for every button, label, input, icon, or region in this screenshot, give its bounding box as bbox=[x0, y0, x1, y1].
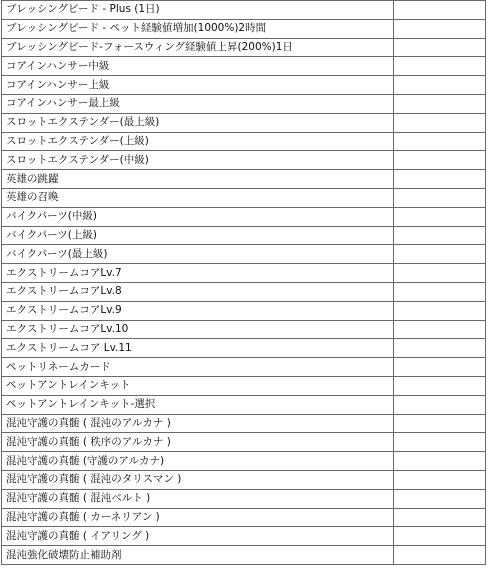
item-extra-cell[interactable] bbox=[394, 151, 486, 170]
item-name-cell[interactable]: 混沌守護の真髄 ( 混沌のタリスマン ) bbox=[2, 470, 394, 489]
item-extra-cell[interactable] bbox=[394, 489, 486, 508]
item-extra-cell[interactable] bbox=[394, 546, 486, 565]
item-name-cell[interactable]: エクストリームコア Lv.11 bbox=[2, 339, 394, 358]
table-row bbox=[2, 38, 486, 57]
item-name-cell[interactable]: スロットエクステンダー(中級) bbox=[2, 151, 394, 170]
item-name-cell[interactable]: スロットエクステンダー(最上級) bbox=[2, 113, 394, 132]
table-row bbox=[2, 170, 486, 189]
item-extra-cell[interactable] bbox=[394, 188, 486, 207]
item-extra-cell[interactable] bbox=[394, 76, 486, 95]
table-row bbox=[2, 320, 486, 339]
item-name-cell[interactable]: エクストリームコアLv.10 bbox=[2, 320, 394, 339]
item-name-cell[interactable]: ペットリネームカード bbox=[2, 358, 394, 377]
item-extra-cell[interactable] bbox=[394, 414, 486, 433]
table-row bbox=[2, 151, 486, 170]
item-name-cell[interactable]: バイクパーツ(最上級) bbox=[2, 245, 394, 264]
item-extra-cell[interactable] bbox=[394, 470, 486, 489]
item-extra-cell[interactable] bbox=[394, 94, 486, 113]
item-table bbox=[1, 0, 486, 565]
table-row bbox=[2, 527, 486, 546]
table-row bbox=[2, 452, 486, 471]
table-row bbox=[2, 414, 486, 433]
table-row bbox=[2, 76, 486, 95]
item-name-cell[interactable]: 混沌守護の真髄 ( 混沌ベルト ) bbox=[2, 489, 394, 508]
item-extra-cell[interactable] bbox=[394, 395, 486, 414]
item-name-cell[interactable]: ペットアントレインキット bbox=[2, 376, 394, 395]
item-extra-cell[interactable] bbox=[394, 320, 486, 339]
item-extra-cell[interactable] bbox=[394, 376, 486, 395]
item-name-cell[interactable]: エクストリームコアLv.7 bbox=[2, 264, 394, 283]
table-row bbox=[2, 508, 486, 527]
item-extra-cell[interactable] bbox=[394, 527, 486, 546]
item-extra-cell[interactable] bbox=[394, 339, 486, 358]
item-name-cell[interactable]: ペットアントレインキット-選択 bbox=[2, 395, 394, 414]
table-row bbox=[2, 57, 486, 76]
item-extra-cell[interactable] bbox=[394, 433, 486, 452]
item-name-cell[interactable]: 英雄の跳躍 bbox=[2, 170, 394, 189]
item-extra-cell[interactable] bbox=[394, 245, 486, 264]
table-row bbox=[2, 132, 486, 151]
table-row bbox=[2, 226, 486, 245]
item-extra-cell[interactable] bbox=[394, 226, 486, 245]
item-extra-cell[interactable] bbox=[394, 19, 486, 38]
item-name-cell[interactable]: 混沌守護の真髄 ( 混沌のアルカナ ) bbox=[2, 414, 394, 433]
item-name-cell[interactable]: バイクパーツ(上級) bbox=[2, 226, 394, 245]
table-row bbox=[2, 94, 486, 113]
table-row bbox=[2, 339, 486, 358]
item-name-cell[interactable]: ブレッシングビード - ペット経験値増加(1000%)2時間 bbox=[2, 19, 394, 38]
item-extra-cell[interactable] bbox=[394, 358, 486, 377]
table-row bbox=[2, 188, 486, 207]
item-extra-cell[interactable] bbox=[394, 282, 486, 301]
table-row bbox=[2, 376, 486, 395]
item-extra-cell[interactable] bbox=[394, 132, 486, 151]
item-name-cell[interactable]: エクストリームコアLv.9 bbox=[2, 301, 394, 320]
table-row bbox=[2, 282, 486, 301]
item-name-cell[interactable]: 混沌守護の真髄 ( イアリング ) bbox=[2, 527, 394, 546]
item-extra-cell[interactable] bbox=[394, 113, 486, 132]
table-row bbox=[2, 489, 486, 508]
item-name-cell[interactable]: バイクパーツ(中級) bbox=[2, 207, 394, 226]
table-row bbox=[2, 546, 486, 565]
item-name-cell[interactable]: 混沌守護の真髄 ( 秩序のアルカナ ) bbox=[2, 433, 394, 452]
item-extra-cell[interactable] bbox=[394, 57, 486, 76]
item-name-cell[interactable]: コアインハンサー中級 bbox=[2, 57, 394, 76]
item-extra-cell[interactable] bbox=[394, 170, 486, 189]
item-name-cell[interactable]: エクストリームコアLv.8 bbox=[2, 282, 394, 301]
item-extra-cell[interactable] bbox=[394, 207, 486, 226]
item-extra-cell[interactable] bbox=[394, 264, 486, 283]
table-row bbox=[2, 470, 486, 489]
item-name-cell[interactable]: 混沌守護の真髄 ( カーネリアン ) bbox=[2, 508, 394, 527]
item-extra-cell[interactable] bbox=[394, 452, 486, 471]
table-row bbox=[2, 19, 486, 38]
table-row bbox=[2, 1, 486, 20]
table-row bbox=[2, 301, 486, 320]
table-row bbox=[2, 113, 486, 132]
item-extra-cell[interactable] bbox=[394, 301, 486, 320]
item-name-cell[interactable]: ブレッシングビード-フォースウィング経験値上昇(200%)1日 bbox=[2, 38, 394, 57]
item-name-cell[interactable]: 英雄の召喚 bbox=[2, 188, 394, 207]
item-extra-cell[interactable] bbox=[394, 1, 486, 20]
item-name-cell[interactable]: コアインハンサー最上級 bbox=[2, 94, 394, 113]
table-row bbox=[2, 245, 486, 264]
item-table-body bbox=[2, 1, 486, 565]
item-name-cell[interactable]: 混沌強化破壊防止補助剤 bbox=[2, 546, 394, 565]
table-row bbox=[2, 207, 486, 226]
table-row bbox=[2, 358, 486, 377]
item-name-cell[interactable]: コアインハンサー上級 bbox=[2, 76, 394, 95]
item-extra-cell[interactable] bbox=[394, 38, 486, 57]
table-row bbox=[2, 433, 486, 452]
item-name-cell[interactable]: ブレッシングビード - Plus (1日) bbox=[2, 1, 394, 20]
item-extra-cell[interactable] bbox=[394, 508, 486, 527]
table-row bbox=[2, 264, 486, 283]
table-row bbox=[2, 395, 486, 414]
item-name-cell[interactable]: スロットエクステンダー(上級) bbox=[2, 132, 394, 151]
item-name-cell[interactable]: 混沌守護の真髄 (守護のアルカナ) bbox=[2, 452, 394, 471]
